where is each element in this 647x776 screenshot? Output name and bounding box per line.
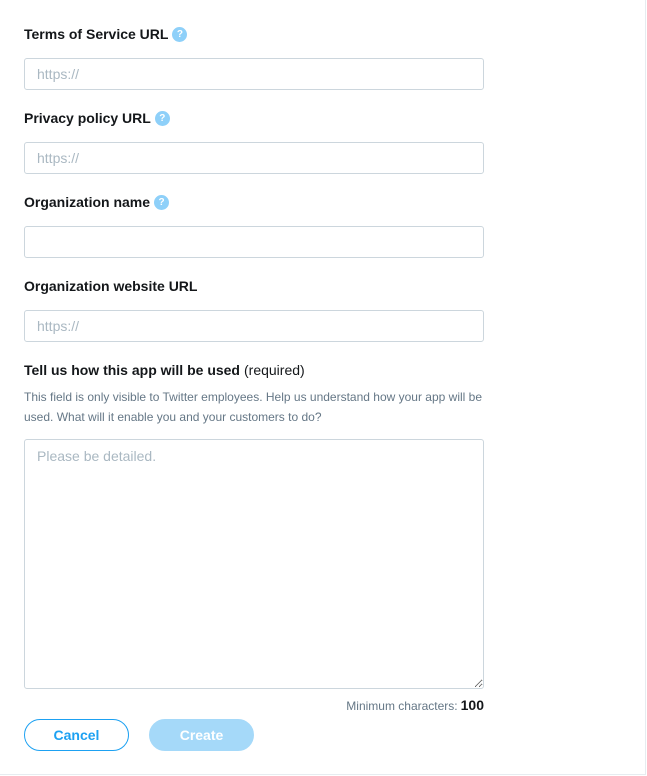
org-name-field-group (24, 192, 484, 258)
privacy-url-label: Privacy policy URL (24, 110, 151, 126)
help-icon[interactable]: ? (155, 111, 170, 126)
tos-url-label-row (24, 24, 484, 44)
org-website-label-row (24, 276, 484, 296)
min-chars-label: Minimum characters: (346, 699, 458, 713)
usage-label-row (24, 360, 484, 380)
required-indicator: (required) (244, 362, 305, 378)
min-chars-count: 100 (460, 697, 484, 713)
usage-textarea[interactable] (24, 439, 484, 689)
org-name-input[interactable] (24, 226, 484, 258)
usage-label: Tell us how this app will be used (24, 362, 240, 378)
tos-url-label: Terms of Service URL (24, 26, 169, 42)
help-icon[interactable]: ? (172, 27, 187, 42)
privacy-url-label-row (24, 108, 484, 128)
minimum-characters-note (24, 696, 484, 715)
privacy-url-field-group (24, 108, 484, 174)
create-button[interactable]: Create (149, 719, 254, 751)
org-website-field-group (24, 276, 484, 342)
cancel-button[interactable]: Cancel (24, 719, 129, 751)
org-website-input[interactable] (24, 310, 484, 342)
privacy-url-input[interactable] (24, 142, 484, 174)
help-icon[interactable]: ? (154, 195, 169, 210)
org-name-label-row (24, 192, 484, 212)
org-website-label: Organization website URL (24, 278, 198, 294)
usage-helper-text: This field is only visible to Twitter employees. Help us understand how your app will be used. What will it enable you and your customers to do? (24, 390, 483, 424)
tos-url-input[interactable] (24, 58, 484, 90)
tos-url-field-group (24, 24, 484, 90)
org-name-label: Organization name (24, 194, 151, 210)
usage-field-group (24, 360, 484, 689)
